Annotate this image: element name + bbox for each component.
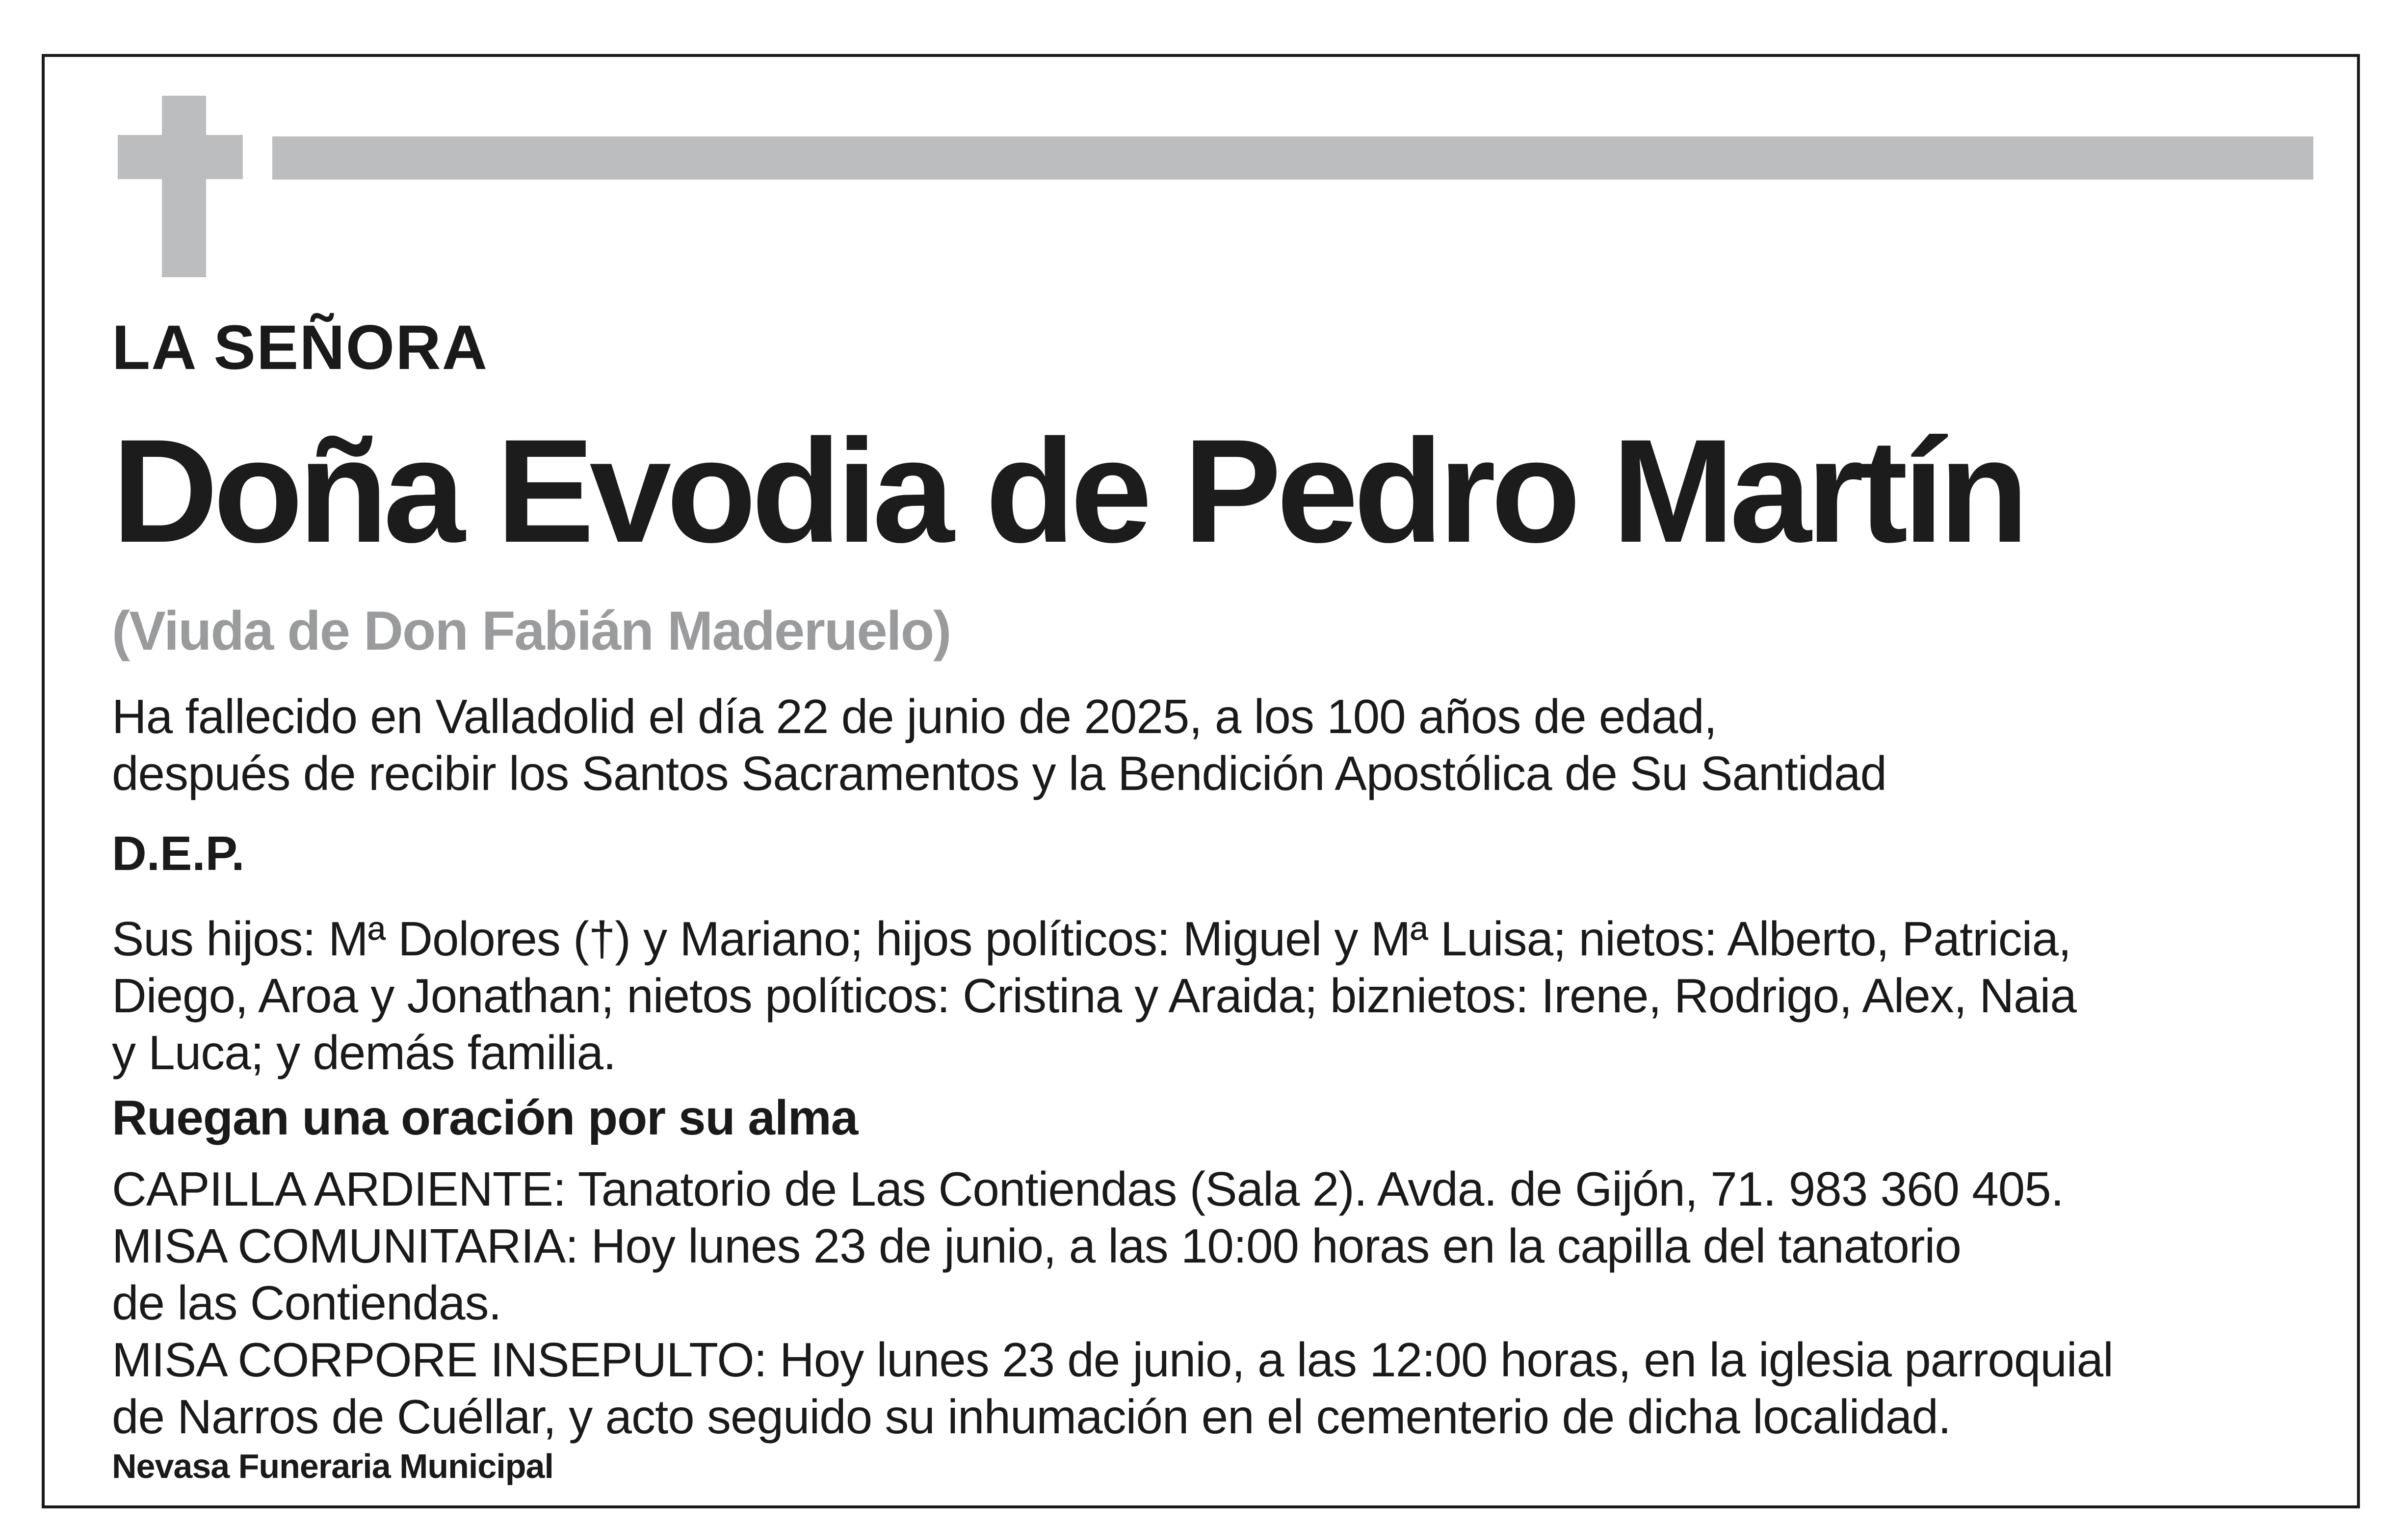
funeral-home: Nevasa Funeraria Municipal [112,1447,553,1485]
service-line: de Narros de Cuéllar, y acto seguido su inhumación en el cementerio de dicha localidad. [112,1390,1951,1444]
death-notice-line: después de recibir los Santos Sacramentos y la Bendición Apostólica de Su Santidad [112,746,1887,800]
cross-vertical-bar [162,96,206,277]
title-prefix: LA SEÑORA [112,313,489,383]
prayer-request: Ruegan una oración por su alma [112,1090,858,1145]
family-list [112,910,2076,1081]
header-rule [272,136,2313,180]
death-notice [112,688,1886,802]
deceased-name: Doña Evodia de Pedro Martín [112,408,2024,573]
service-line: CAPILLA ARDIENTE: Tanatorio de Las Contiendas (Sala 2). Avda. de Gijón, 71. 983 360 405. [112,1162,2064,1216]
death-notice-line: Ha fallecido en Valladolid el día 22 de junio de 2025, a los 100 años de edad, [112,689,1717,743]
service-line: MISA COMUNITARIA: Hoy lunes 23 de junio, a las 10:00 horas en la capilla del tanatorio [112,1219,1961,1273]
family-line: Diego, Aroa y Jonathan; nietos políticos: Cristina y Araida; biznietos: Irene, Rodrigo, Alex, Naia [112,969,2076,1023]
family-line: Sus hijos: Mª Dolores (†) y Mariano; hijos políticos: Miguel y Mª Luisa; nietos: Alberto, Patricia, [112,912,2071,966]
widow-subtitle: (Viuda de Don Fabián Maderuelo) [112,600,951,661]
service-line: MISA CORPORE INSEPULTO: Hoy lunes 23 de junio, a las 12:00 horas, en la iglesia parroquial [112,1333,2113,1387]
family-line: y Luca; y demás familia. [112,1026,616,1080]
service-line: de las Contiendas. [112,1276,501,1330]
service-details [112,1160,2113,1445]
cross-horizontal-bar [118,135,243,179]
dep-label: D.E.P. [112,826,245,880]
